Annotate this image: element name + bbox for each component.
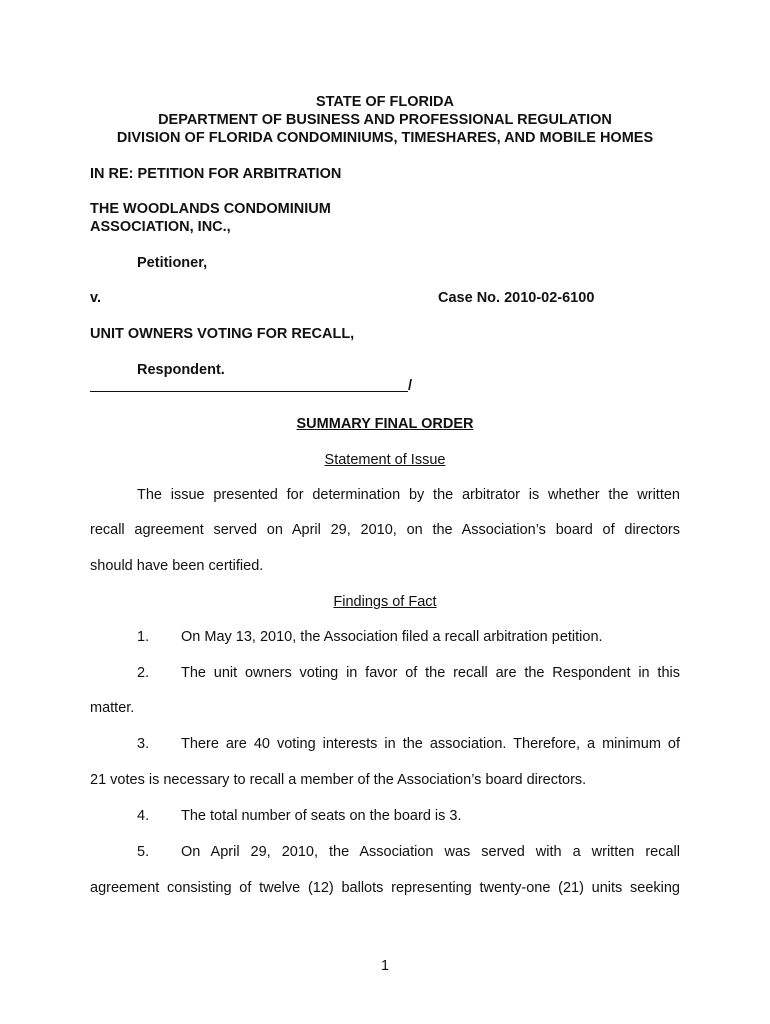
finding-5-line-1: On April 29, 2010, the Association was served with a written recall xyxy=(181,844,680,860)
finding-3-number: 3. xyxy=(137,736,150,752)
page-number: 1 xyxy=(380,958,390,974)
petitioner-name-line2: ASSOCIATION, INC., xyxy=(90,219,231,235)
finding-2-number: 2. xyxy=(137,665,150,681)
document-title: SUMMARY FINAL ORDER xyxy=(296,416,474,432)
finding-1-text: On May 13, 2010, the Association filed a recall arbitration petition. xyxy=(181,629,603,645)
finding-5-line-2: agreement consisting of twelve (12) ballots representing twenty-one (21) units seeking xyxy=(90,880,680,896)
statement-line-1: The issue presented for determination by the arbitrator is whether the written xyxy=(137,487,680,503)
finding-3-line-2: 21 votes is necessary to recall a member of the Association’s board directors. xyxy=(90,772,587,788)
petitioner-name-line1: THE WOODLANDS CONDOMINIUM xyxy=(90,201,331,217)
in-re-line: IN RE: PETITION FOR ARBITRATION xyxy=(90,166,342,182)
respondent-name: UNIT OWNERS VOTING FOR RECALL, xyxy=(90,326,355,342)
finding-2-line-2: matter. xyxy=(90,700,135,716)
petitioner-label: Petitioner, xyxy=(137,255,208,271)
findings-heading: Findings of Fact xyxy=(333,594,437,610)
caption-rule xyxy=(90,391,408,392)
finding-3-line-1: There are 40 voting interests in the association. Therefore, a minimum of xyxy=(181,736,680,752)
header-state: STATE OF FLORIDA xyxy=(315,94,454,110)
finding-4-text: The total number of seats on the board is 3. xyxy=(181,808,462,824)
caption-slash: / xyxy=(408,378,413,394)
statement-line-2: recall agreement served on April 29, 2010, on the Association’s board of directors xyxy=(90,522,680,538)
header-department: DEPARTMENT OF BUSINESS AND PROFESSIONAL REGULATION xyxy=(158,112,612,128)
respondent-label: Respondent. xyxy=(137,362,225,378)
statement-line-3: should have been certified. xyxy=(90,558,264,574)
statement-heading: Statement of Issue xyxy=(324,452,446,468)
finding-5-number: 5. xyxy=(137,844,150,860)
finding-4-number: 4. xyxy=(137,808,150,824)
versus: v. xyxy=(90,290,102,306)
header-division: DIVISION OF FLORIDA CONDOMINIUMS, TIMESHARES, AND MOBILE HOMES xyxy=(116,130,654,146)
finding-2-line-1: The unit owners voting in favor of the recall are the Respondent in this xyxy=(181,665,680,681)
finding-1-number: 1. xyxy=(137,629,150,645)
case-number: Case No. 2010-02-6100 xyxy=(438,290,595,306)
